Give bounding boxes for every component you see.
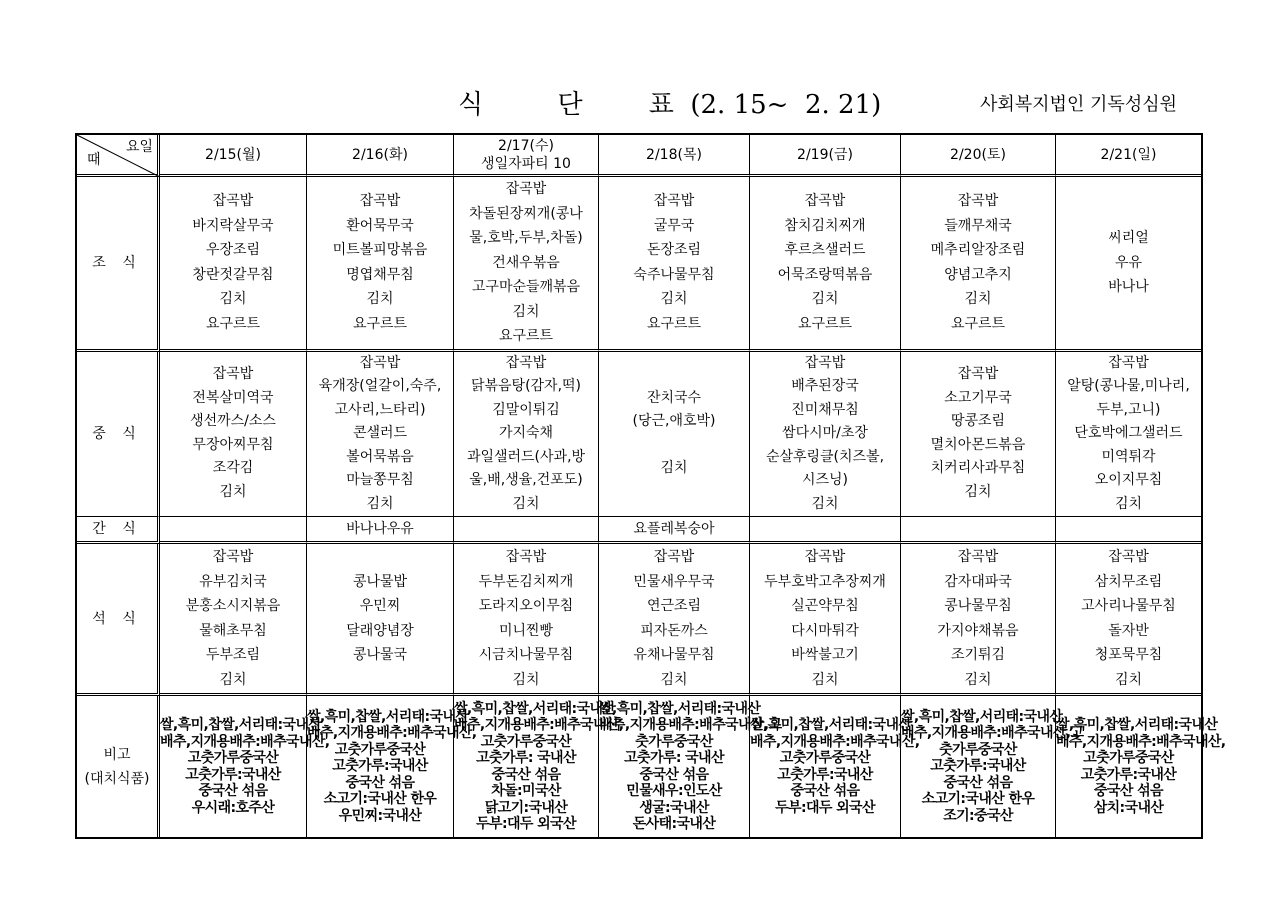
origin-note: 고춧가루중국산	[187, 750, 279, 766]
origin-note: 쌀,흑미,찹쌀,서리태:국내산	[454, 700, 616, 717]
menu-item: 육개장(얼갈이,숙주,	[318, 378, 442, 394]
organization-name: 사회복지법인 기독성심원	[980, 94, 1177, 115]
menu-item: 잡곡밥	[505, 181, 547, 197]
lunch-cell	[599, 352, 750, 518]
menu-item: 바지락살무국	[192, 217, 274, 234]
menu-item: 김치	[219, 291, 247, 308]
menu-item: 닭볶음탕(감자,떡)	[470, 378, 582, 394]
menu-item: 김치	[811, 671, 839, 688]
menu-item: 잡곡밥	[957, 193, 999, 210]
origin-note: 고춧가루:국내산	[930, 758, 1026, 775]
menu-item: 물,호박,두부,차돌)	[469, 230, 583, 246]
menu-item: 요구르트	[797, 315, 853, 332]
menu-item: 민물새우무국	[633, 573, 715, 590]
menu-item: 땅콩조림	[950, 413, 1006, 430]
menu-item: 굴무국	[653, 217, 695, 234]
menu-item: 가지야채볶음	[937, 622, 1019, 639]
menu-item: 미트볼피망볶음	[332, 242, 428, 259]
breakfast-row	[77, 177, 1201, 352]
notes-cell	[599, 696, 782, 837]
menu-item: 과일샐러드(사과,방	[466, 448, 586, 465]
dinner-cell	[160, 544, 307, 696]
origin-note: 쌀,흑미,찹쌀,서리태:국내산	[307, 708, 469, 725]
menu-item: 김치	[219, 483, 247, 500]
menu-item: 시즈닝)	[801, 472, 849, 488]
corner-day-label: 요일	[125, 139, 153, 155]
snack-label: 간 식	[77, 517, 160, 544]
dinner-cell	[307, 544, 454, 696]
menu-item: 김말이튀김	[492, 401, 560, 418]
menu-item: 실곤약무침	[791, 598, 859, 614]
menu-item: 김치	[1114, 671, 1143, 688]
menu-item: 김치	[964, 483, 992, 500]
menu-item: 피자돈까스	[640, 622, 708, 639]
menu-item: 잡곡밥	[505, 354, 547, 371]
origin-note: 민물새우:인도산	[626, 783, 722, 799]
snack-cell	[160, 517, 307, 544]
notes-cell	[1056, 696, 1226, 837]
day-header	[454, 135, 599, 177]
origin-note: 쌀,흑미,찹쌀,서리태:국내산	[599, 700, 761, 717]
origin-note: 배추,지개용배추:배추국내산,	[160, 733, 330, 750]
origin-note: 중국산 섞음	[198, 783, 268, 799]
menu-item: 가지숙채	[498, 425, 554, 441]
day-header	[1056, 135, 1201, 177]
menu-item: 두부,고니)	[1096, 401, 1161, 418]
day-header	[750, 135, 901, 177]
menu-item: 김치	[660, 291, 688, 308]
menu-item: 김치	[366, 291, 394, 308]
page-title: 식 단 표 (2. 15~ 2. 21)	[458, 90, 882, 120]
notes-cell	[750, 696, 920, 837]
origin-note: 중국산 섞음	[639, 766, 709, 783]
lunch-cell	[750, 352, 901, 518]
menu-item: 잡곡밥	[957, 366, 999, 383]
menu-item: 잡곡밥	[804, 354, 846, 371]
snack-cell: 바나나우유	[307, 517, 454, 544]
lunch-cell	[1056, 352, 1201, 518]
origin-note: 쌀,흑미,찹쌀,서리태:국내산	[160, 717, 322, 733]
menu-item: 잡곡밥	[653, 549, 695, 565]
day-header	[599, 135, 750, 177]
origin-note: 두부:대두 외국산	[775, 799, 875, 816]
menu-item: 생선까스/소스	[190, 413, 276, 430]
menu-item: 유채나물무침	[633, 647, 715, 663]
day-header	[160, 135, 307, 177]
notes-label-line1: 비고	[103, 746, 131, 763]
menu-item: 달래양념장	[346, 622, 414, 639]
notes-cell	[307, 696, 477, 837]
breakfast-cell	[901, 177, 1056, 352]
origin-note: 차돌:미국산	[491, 783, 561, 799]
menu-item: 잡곡밥	[505, 549, 547, 565]
menu-item: 무장아찌무침	[192, 436, 274, 453]
menu-item: 잡곡밥	[1108, 549, 1149, 565]
menu-item: 전복살미역국	[192, 389, 274, 406]
lunch-cell	[901, 352, 1056, 518]
origin-note: 중국산 섞음	[345, 774, 415, 791]
menu-item	[599, 434, 749, 458]
notes-label	[77, 696, 160, 837]
menu-item: 김치	[660, 671, 688, 688]
origin-note: 고춧가루중국산	[480, 733, 572, 750]
menu-item: 잡곡밥	[359, 193, 401, 210]
menu-item: 김치	[964, 671, 992, 688]
origin-note: 조기:중국산	[943, 807, 1013, 824]
origin-note: 소고기:국내산 한우	[323, 791, 437, 808]
menu-item: 콘샐러드	[352, 425, 408, 441]
breakfast-cell	[1056, 177, 1201, 352]
menu-item: 김치	[811, 495, 839, 512]
day-header	[307, 135, 454, 177]
menu-item: 잡곡밥	[212, 366, 254, 383]
snack-cell	[750, 517, 901, 544]
menu-item: 김치	[512, 671, 540, 688]
origin-note: 중국산 섞음	[943, 774, 1013, 791]
notes-cell	[454, 696, 624, 837]
menu-item: 우유	[1114, 254, 1143, 271]
menu-item: 김치	[964, 291, 992, 308]
menu-item: 김치	[811, 291, 839, 308]
menu-item: 어묵조랑떡볶음	[777, 266, 873, 283]
menu-item: 삼치무조림	[1094, 573, 1163, 590]
menu-item: 마늘쫑무침	[346, 472, 414, 488]
day-date: 2/17(수)	[498, 137, 554, 154]
origin-note: 돈사태:국내산	[632, 816, 716, 832]
menu-item: 양념고추지	[944, 266, 1012, 283]
lunch-cell	[454, 352, 599, 518]
menu-item: 명엽채무침	[346, 266, 414, 283]
menu-item: 물해초무침	[199, 622, 267, 639]
menu-item: 건새우볶음	[492, 254, 560, 271]
origin-note: 우민찌:국내산	[338, 807, 422, 824]
origin-note: 배추,지개용배추:배추국내산,	[1056, 733, 1226, 750]
origin-note: 고춧가루중국산	[334, 741, 426, 758]
origin-note: 중국산 섞음	[491, 766, 561, 783]
menu-item: 멸치아몬드볶음	[930, 436, 1026, 453]
lunch-label: 중 식	[77, 352, 160, 518]
snack-cell: 요플레복숭아	[599, 517, 750, 544]
origin-note: 고춧가루:국내산	[185, 766, 281, 783]
menu-item: 진미채무침	[791, 401, 859, 418]
origin-note: 고춧가루: 국내산	[624, 750, 724, 766]
menu-item: 잡곡밥	[804, 549, 846, 565]
menu-item: 잡곡밥	[1108, 354, 1149, 371]
notes-cell	[901, 696, 1084, 837]
menu-item: 도라지오이무침	[478, 598, 574, 614]
origin-note: 쌀,흑미,찹쌀,서리태:국내산	[750, 717, 912, 733]
origin-note: 쌀,흑미,찹쌀,서리태:국내산	[901, 708, 1063, 725]
lunch-row	[77, 352, 1201, 518]
menu-item: 환어묵무국	[346, 217, 414, 234]
origin-note: 배추,지개용배추:배추국내산,	[307, 725, 477, 742]
menu-item: 시금치나물무침	[478, 647, 574, 663]
menu-item: 배추된장국	[791, 378, 859, 394]
menu-item: 감자대파국	[944, 573, 1012, 590]
menu-item: 분홍소시지볶음	[185, 598, 281, 614]
menu-item: 다시마튀각	[791, 622, 859, 639]
dinner-cell	[901, 544, 1056, 696]
menu-table	[75, 133, 1226, 839]
menu-item: 치커리사과무침	[930, 460, 1026, 477]
menu-item: 두부조림	[205, 647, 261, 663]
origin-note: 고춧가루:국내산	[1080, 766, 1177, 783]
day-date: 2/20(토)	[950, 146, 1006, 163]
origin-note: 배추,지개용배추:배추국내산,	[454, 717, 624, 733]
menu-item: 요구르트	[498, 328, 554, 344]
menu-item: 후르츠샐러드	[784, 242, 866, 259]
menu-item: 잡곡밥	[957, 549, 999, 565]
menu-item: 고사리,느타리)	[334, 401, 426, 418]
menu-item: 콩나물국	[352, 647, 408, 663]
day-date: 2/21(일)	[1100, 146, 1157, 163]
origin-note: 고춧가루중국산	[1083, 750, 1174, 766]
menu-item: 순살후링클(치즈볼,	[765, 448, 885, 465]
corner-time-label: 때	[87, 152, 101, 168]
origin-note: 배추,지개용배추:배추국내산,고	[901, 725, 1084, 742]
menu-item: 요구르트	[950, 315, 1006, 332]
origin-note: 두부:대두 외국산	[476, 816, 576, 832]
menu-item: 콩나물무침	[944, 598, 1012, 614]
dinner-cell	[750, 544, 901, 696]
notes-cell	[160, 696, 330, 837]
dinner-cell	[454, 544, 599, 696]
menu-item: 김치	[366, 495, 394, 512]
lunch-cell	[307, 352, 454, 518]
breakfast-cell	[160, 177, 307, 352]
menu-item: 볼어묵볶음	[346, 448, 414, 465]
header-row	[77, 135, 1201, 177]
menu-item: 단호박에그샐러드	[1074, 425, 1183, 441]
menu-item: 고사리나물무침	[1081, 598, 1176, 614]
menu-item: 연근조림	[646, 598, 702, 614]
day-header	[901, 135, 1056, 177]
day-date: 2/16(화)	[352, 146, 408, 163]
day-date: 2/18(목)	[646, 146, 702, 163]
origin-note: 우시래:호주산	[191, 799, 275, 816]
snack-cell	[1056, 517, 1201, 544]
origin-note: 춧가루중국산	[939, 741, 1017, 758]
snack-cell	[454, 517, 599, 544]
origin-note: 삼치:국내산	[1093, 799, 1164, 816]
menu-item: 유부김치국	[199, 573, 267, 590]
origin-note: 고춧가루중국산	[779, 750, 871, 766]
origin-note: 소고기:국내산 한우	[921, 791, 1035, 808]
menu-item: 미니찐빵	[498, 622, 554, 639]
lunch-cell	[160, 352, 307, 518]
menu-item: 우장조림	[205, 242, 261, 259]
breakfast-cell	[307, 177, 454, 352]
menu-item: 잔치국수	[646, 389, 702, 406]
origin-note: 춧가루중국산	[635, 733, 713, 750]
origin-note: 고춧가루:국내산	[777, 766, 873, 783]
menu-item: 요구르트	[646, 315, 702, 332]
origin-note: 쌀,흑미,찹쌀,서리태:국내산	[1056, 717, 1218, 733]
menu-item: 두부돈김치찌개	[478, 573, 574, 590]
menu-item: 잡곡밥	[359, 354, 401, 371]
menu-item: 김치	[1114, 495, 1143, 512]
day-date: 2/15(월)	[205, 146, 261, 163]
menu-item: 콩나물밥	[352, 573, 408, 590]
menu-item: 숙주나물무침	[633, 266, 715, 283]
dinner-cell	[1056, 544, 1201, 696]
menu-item: 바나나	[1108, 279, 1149, 295]
menu-item: 오이지무침	[1094, 472, 1163, 488]
menu-item: 김치	[512, 495, 540, 512]
menu-item: (당근,애호박)	[632, 413, 716, 430]
menu-item: 요구르트	[205, 315, 261, 332]
menu-item: 조각김	[212, 460, 254, 477]
origin-note: 중국산 섞음	[790, 783, 860, 799]
menu-item: 창란젓갈무침	[192, 266, 274, 283]
origin-note: 배추,지개용배추:배추국내산,고	[599, 717, 782, 733]
menu-item: 돌자반	[1108, 622, 1149, 639]
menu-item: 청포묵무침	[1094, 647, 1163, 663]
dinner-label: 석 식	[77, 544, 160, 696]
menu-item: 들깨무채국	[944, 217, 1012, 234]
menu-item: 조기튀김	[950, 647, 1006, 663]
menu-item: 참치김치찌개	[784, 217, 866, 234]
menu-item: 씨리얼	[1108, 230, 1149, 246]
origin-note: 닭고기:국내산	[484, 799, 568, 816]
menu-item: 잡곡밥	[653, 193, 695, 210]
origin-note: 중국산 섞음	[1094, 783, 1163, 799]
menu-item: 알탕(콩나물,미나리,	[1067, 378, 1190, 394]
menu-item: 쌈다시마/초장	[782, 425, 868, 441]
breakfast-cell	[599, 177, 750, 352]
menu-item: 잡곡밥	[804, 193, 846, 210]
menu-item: 메추리알장조림	[930, 242, 1026, 259]
menu-item: 잡곡밥	[212, 193, 254, 210]
origin-note: 배추,지개용배추:배추국내산,	[750, 733, 920, 750]
menu-item: 김치	[660, 460, 688, 477]
menu-item: 고구마순들깨볶음	[471, 279, 581, 295]
menu-item: 김치	[219, 671, 247, 688]
menu-item: 울,배,생율,건포도)	[469, 472, 583, 488]
corner-cell	[77, 135, 160, 177]
menu-item: 잡곡밥	[212, 549, 254, 565]
breakfast-cell	[750, 177, 901, 352]
snack-row	[77, 517, 1201, 544]
snack-cell	[901, 517, 1056, 544]
notes-row	[77, 696, 1201, 837]
menu-item: 두부호박고추장찌개	[764, 573, 886, 590]
breakfast-cell	[454, 177, 599, 352]
dinner-row	[77, 544, 1201, 696]
menu-item: 우민찌	[359, 598, 401, 614]
origin-note: 고춧가루: 국내산	[476, 750, 576, 766]
menu-item: 요구르트	[352, 315, 408, 332]
menu-item: 바싹불고기	[791, 647, 859, 663]
breakfast-label: 조 식	[77, 177, 160, 352]
dinner-cell	[599, 544, 750, 696]
menu-item: 김치	[512, 303, 540, 320]
menu-item: 차돌된장찌개(콩나	[469, 205, 583, 222]
origin-note: 고춧가루:국내산	[332, 758, 428, 775]
origin-note: 생굴:국내산	[639, 799, 709, 816]
menu-item: 소고기무국	[944, 389, 1012, 406]
notes-label-line2: (대치식품)	[84, 770, 150, 787]
day-event: 생일자파티 10	[481, 155, 571, 172]
menu-item: 미역튀각	[1101, 448, 1156, 465]
menu-item: 돈장조림	[646, 242, 702, 259]
day-date: 2/19(금)	[797, 146, 853, 163]
